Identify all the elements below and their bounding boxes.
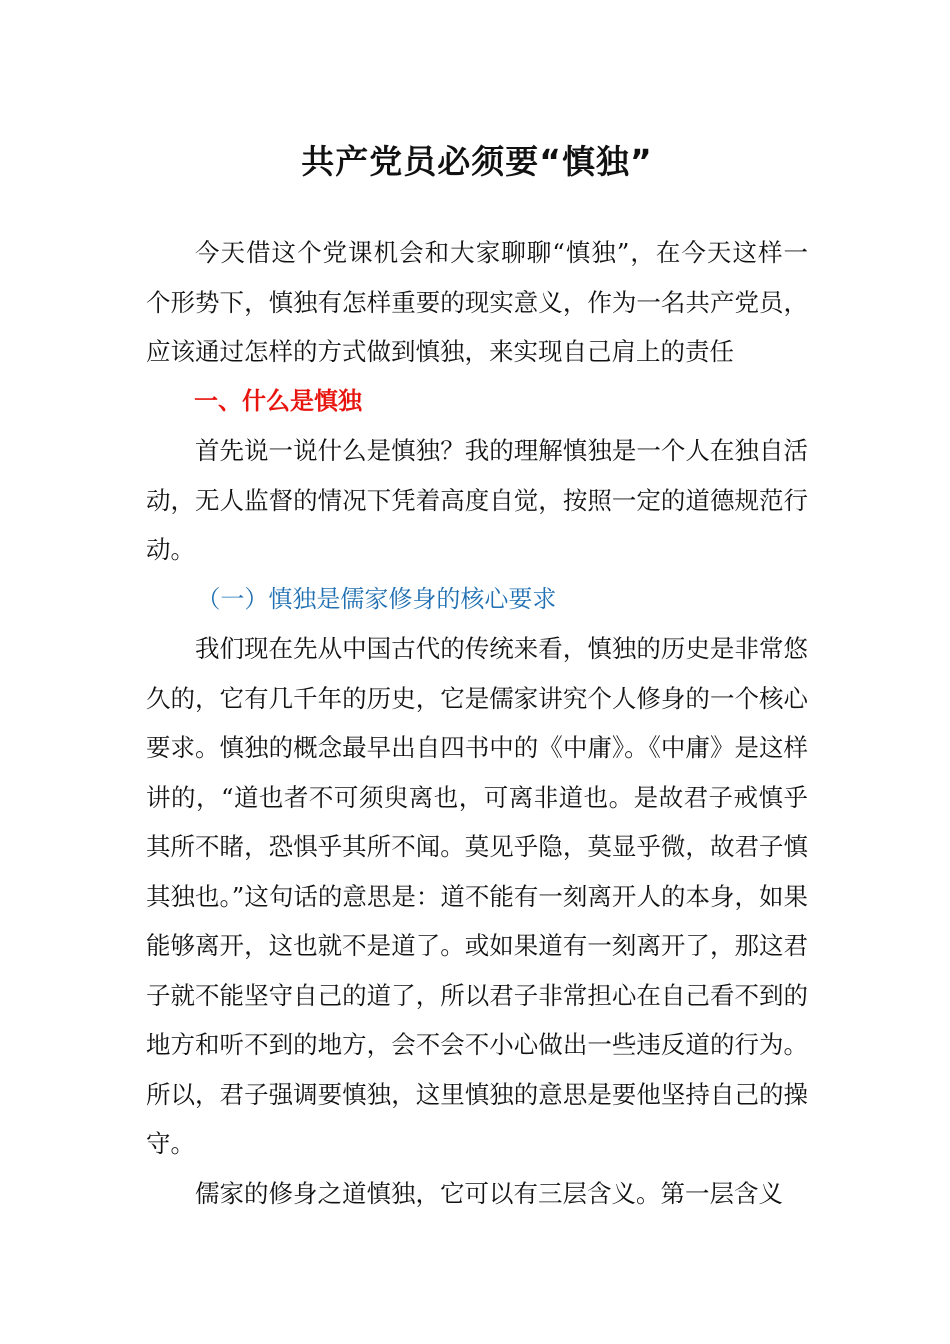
meaning-paragraph: 儒家的修身之道慎独，它可以有三层含义。第一层含义 <box>195 1178 783 1208</box>
history-paragraph: 我们现在先从中国古代的传统来看，慎独的历史是非常悠久的，它有几千年的历史，它是儒家讲究个人修身的一个核心要求。慎独的概念最早出自四书中的《中庸》。《中庸》是这样讲的，“道也者不可须臾离也，可离非道也。是故君子戒慎乎其所不睹，恐惧乎其所不闻。莫见乎隐，莫显乎微，故君子慎其独也。”这句话的意思是：道不能有一刻离开人的本身，如果能够离开，这也就不是道了。或如果道有一刻离开了，那这君子就不能坚守自己的道了，所以君子非常担心在自己看不到的地方和听不到的地方，会不会不小心做出一些违反道的行为。所以，君子强调要慎独，这里慎独的意思是要他坚持自己的操守。 <box>146 634 808 1158</box>
subsection-heading-1: （一）慎独是儒家修身的核心要求 <box>196 584 557 613</box>
document-title: 共产党员必须要“慎独” <box>301 142 653 181</box>
section-heading-1: 一、什么是慎独 <box>194 386 362 415</box>
intro-paragraph: 今天借这个党课机会和大家聊聊“慎独”，在今天这样一个形势下，慎独有怎样重要的现实意义，作为一名共产党员，应该通过怎样的方式做到慎独，来实现自己肩上的责任 <box>146 238 808 366</box>
definition-paragraph: 首先说一说什么是慎独？我的理解慎独是一个人在独自活动，无人监督的情况下凭着高度自觉，按照一定的道德规范行动。 <box>146 436 808 564</box>
document-page <box>146 140 808 1218</box>
